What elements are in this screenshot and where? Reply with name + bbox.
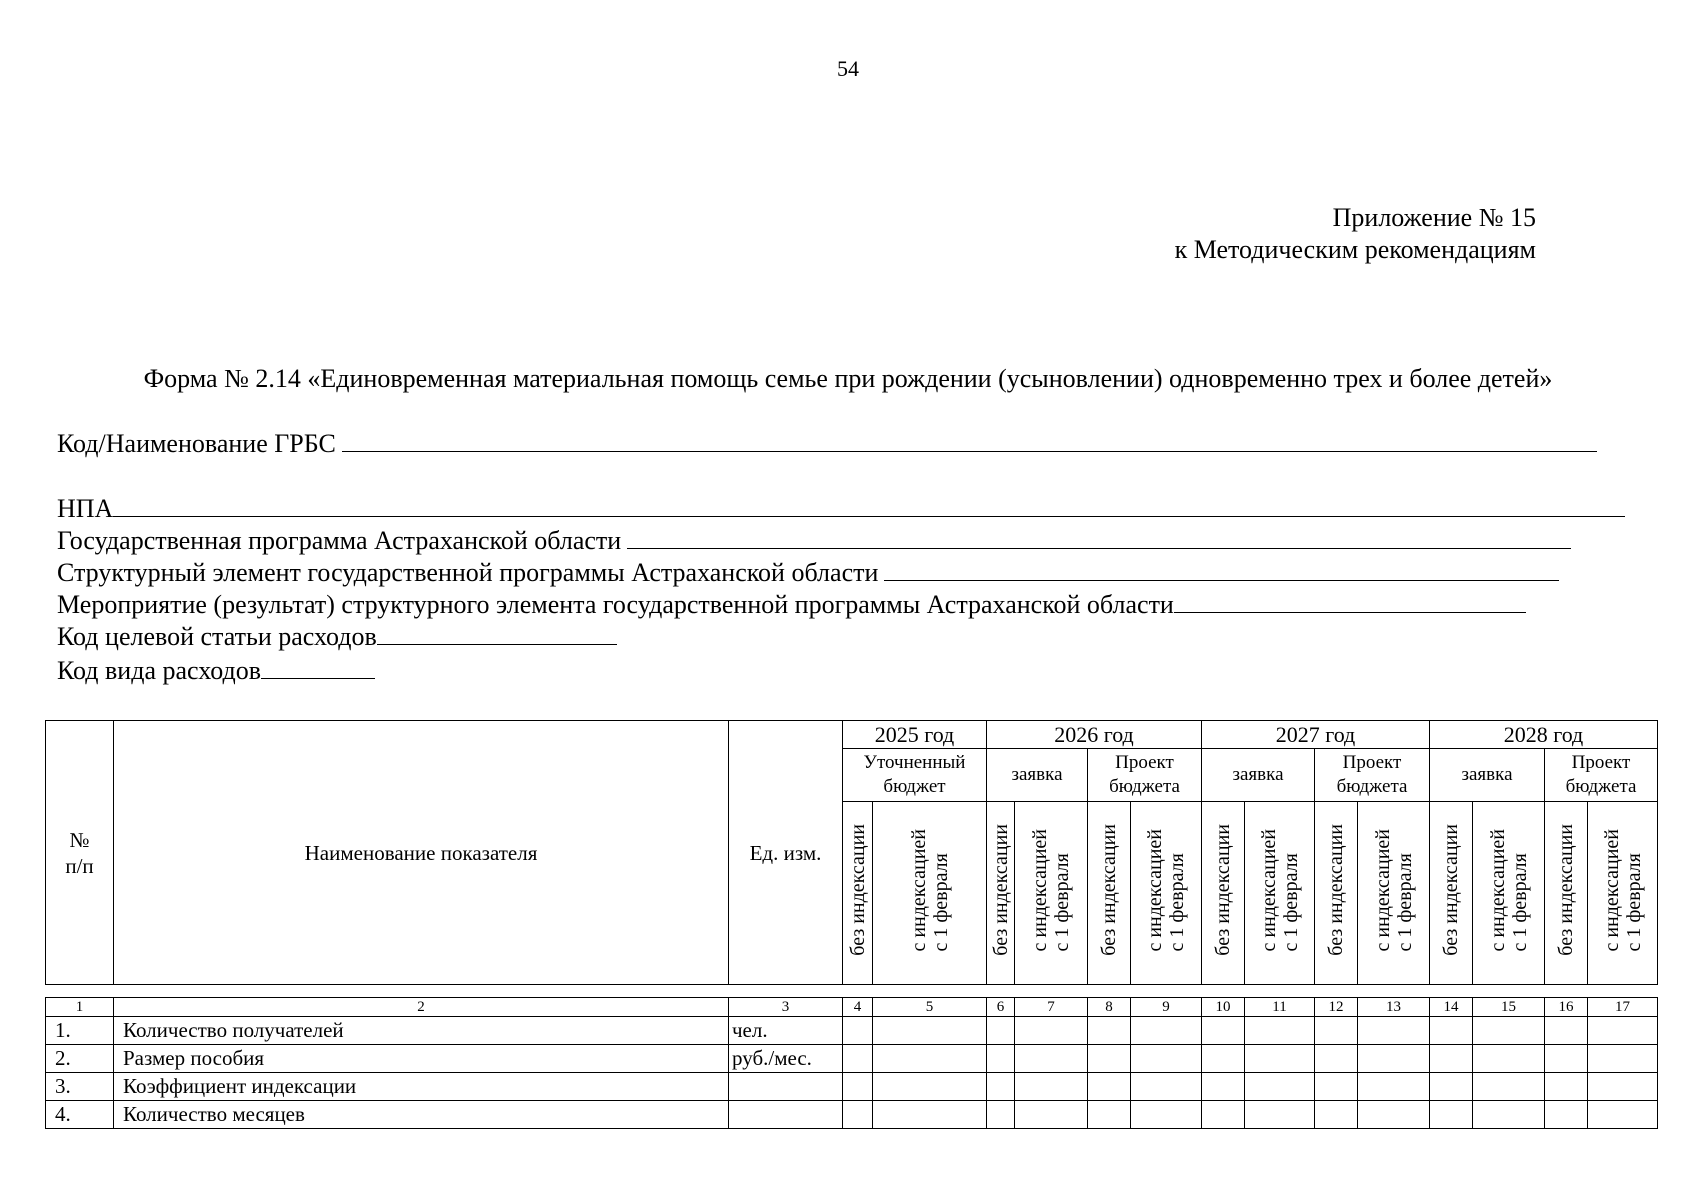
no-index-header: без индексации bbox=[987, 802, 1015, 985]
sub-project: Проект бюджета bbox=[1088, 749, 1202, 802]
value-cell[interactable] bbox=[1015, 1101, 1088, 1129]
column-number: 7 bbox=[1015, 998, 1088, 1017]
with-index-header: с индексацией с 1 февраля bbox=[1245, 802, 1315, 985]
value-cell[interactable] bbox=[873, 1045, 987, 1073]
data-rows bbox=[46, 1017, 1658, 1129]
sub-refined-budget: Уточненный бюджет bbox=[843, 749, 987, 802]
column-number: 2 bbox=[114, 998, 729, 1017]
value-cell[interactable] bbox=[1430, 1017, 1473, 1045]
value-cell[interactable] bbox=[843, 1101, 873, 1129]
year-2026: 2026 год bbox=[987, 721, 1202, 749]
event-blank[interactable] bbox=[1174, 590, 1526, 613]
sub-request: заявка bbox=[1202, 749, 1315, 802]
row-indicator-name: Количество получателей bbox=[114, 1017, 729, 1045]
row-unit: руб./мес. bbox=[729, 1045, 843, 1073]
year-2025: 2025 год bbox=[843, 721, 987, 749]
value-cell[interactable] bbox=[1430, 1045, 1473, 1073]
value-cell[interactable] bbox=[1358, 1017, 1430, 1045]
kvr-field bbox=[57, 656, 375, 686]
column-number: 14 bbox=[1430, 998, 1473, 1017]
column-number: 17 bbox=[1588, 998, 1658, 1017]
value-cell[interactable] bbox=[1245, 1101, 1315, 1129]
value-cell[interactable] bbox=[1088, 1045, 1131, 1073]
row-number: 4. bbox=[46, 1101, 114, 1129]
value-cell[interactable] bbox=[1315, 1101, 1358, 1129]
column-number: 9 bbox=[1131, 998, 1202, 1017]
value-cell[interactable] bbox=[843, 1017, 873, 1045]
table-row bbox=[46, 1101, 1658, 1129]
table-row bbox=[46, 1045, 1658, 1073]
value-cell[interactable] bbox=[1430, 1101, 1473, 1129]
value-cell[interactable] bbox=[1545, 1073, 1588, 1101]
value-cell[interactable] bbox=[987, 1101, 1015, 1129]
value-cell[interactable] bbox=[1588, 1045, 1658, 1073]
table-header bbox=[45, 720, 1658, 985]
year-2028: 2028 год bbox=[1430, 721, 1658, 749]
with-index-header: с индексацией с 1 февраля bbox=[1473, 802, 1545, 985]
col-num-header: № п/п bbox=[46, 721, 114, 985]
column-number: 8 bbox=[1088, 998, 1131, 1017]
column-number: 11 bbox=[1245, 998, 1315, 1017]
value-cell[interactable] bbox=[1245, 1045, 1315, 1073]
structural-label: Структурный элемент государственной программы Астраханской области bbox=[57, 558, 879, 587]
column-number: 10 bbox=[1202, 998, 1245, 1017]
appendix-note bbox=[1175, 202, 1536, 266]
row-number: 3. bbox=[46, 1073, 114, 1101]
row-unit bbox=[729, 1073, 843, 1101]
year-2027: 2027 год bbox=[1202, 721, 1430, 749]
no-index-header: без индексации bbox=[843, 802, 873, 985]
value-cell[interactable] bbox=[987, 1073, 1015, 1101]
value-cell[interactable] bbox=[1588, 1073, 1658, 1101]
value-cell[interactable] bbox=[843, 1045, 873, 1073]
col-unit-header: Ед. изм. bbox=[729, 721, 843, 985]
value-cell[interactable] bbox=[1315, 1017, 1358, 1045]
value-cell[interactable] bbox=[987, 1017, 1015, 1045]
no-index-header: без индексации bbox=[1315, 802, 1358, 985]
structural-field bbox=[57, 558, 1559, 588]
grbs-label: Код/Наименование ГРБС bbox=[57, 429, 336, 458]
value-cell[interactable] bbox=[1430, 1073, 1473, 1101]
no-index-header: без индексации bbox=[1088, 802, 1131, 985]
column-number: 4 bbox=[843, 998, 873, 1017]
value-cell[interactable] bbox=[1202, 1073, 1245, 1101]
kcsr-label: Код целевой статьи расходов bbox=[57, 622, 377, 651]
program-field bbox=[57, 526, 1571, 556]
table-body bbox=[45, 997, 1658, 1129]
grbs-field bbox=[57, 429, 1597, 459]
sub-project: Проект бюджета bbox=[1315, 749, 1430, 802]
value-cell[interactable] bbox=[1315, 1073, 1358, 1101]
value-cell[interactable] bbox=[1358, 1073, 1430, 1101]
column-number: 3 bbox=[729, 998, 843, 1017]
with-index-header: с индексацией с 1 февраля bbox=[1015, 802, 1088, 985]
value-cell[interactable] bbox=[1245, 1017, 1315, 1045]
appendix-line-2: к Методическим рекомендациям bbox=[1174, 235, 1536, 264]
value-cell[interactable] bbox=[1473, 1101, 1545, 1129]
with-index-header: с индексацией с 1 февраля bbox=[1131, 802, 1202, 985]
event-field bbox=[57, 590, 1526, 620]
column-number: 15 bbox=[1473, 998, 1545, 1017]
no-index-header: без индексации bbox=[1430, 802, 1473, 985]
column-number: 6 bbox=[987, 998, 1015, 1017]
row-unit: чел. bbox=[729, 1017, 843, 1045]
value-cell[interactable] bbox=[1545, 1045, 1588, 1073]
event-label: Мероприятие (результат) структурного элемента государственной программы Астраханской области bbox=[57, 590, 1174, 619]
kcsr-field bbox=[57, 622, 617, 652]
value-cell[interactable] bbox=[1131, 1073, 1202, 1101]
with-index-header: с индексацией с 1 февраля bbox=[1358, 802, 1430, 985]
value-cell[interactable] bbox=[1088, 1073, 1131, 1101]
value-cell[interactable] bbox=[1202, 1101, 1245, 1129]
sub-project: Проект бюджета bbox=[1545, 749, 1658, 802]
grbs-blank[interactable] bbox=[342, 429, 1597, 452]
row-indicator-name: Количество месяцев bbox=[114, 1101, 729, 1129]
value-cell[interactable] bbox=[1015, 1073, 1088, 1101]
value-cell[interactable] bbox=[1088, 1017, 1131, 1045]
value-cell[interactable] bbox=[873, 1101, 987, 1129]
value-cell[interactable] bbox=[1088, 1101, 1131, 1129]
no-index-header: без индексации bbox=[1545, 802, 1588, 985]
value-cell[interactable] bbox=[1588, 1101, 1658, 1129]
col-name-header: Наименование показателя bbox=[114, 721, 729, 985]
value-cell[interactable] bbox=[1473, 1073, 1545, 1101]
with-index-header: с индексацией с 1 февраля bbox=[1588, 802, 1658, 985]
value-cell[interactable] bbox=[1545, 1017, 1588, 1045]
row-indicator-name: Размер пособия bbox=[114, 1045, 729, 1073]
column-number: 1 bbox=[46, 998, 114, 1017]
column-number: 13 bbox=[1358, 998, 1430, 1017]
row-number: 1. bbox=[46, 1017, 114, 1045]
row-indicator-name: Коэффициент индексации bbox=[114, 1073, 729, 1101]
column-number: 16 bbox=[1545, 998, 1588, 1017]
value-cell[interactable] bbox=[1131, 1101, 1202, 1129]
value-cell[interactable] bbox=[1202, 1045, 1245, 1073]
kvr-label: Код вида расходов bbox=[57, 656, 261, 685]
kcsr-blank[interactable] bbox=[377, 622, 617, 645]
value-cell[interactable] bbox=[1015, 1045, 1088, 1073]
value-cell[interactable] bbox=[1015, 1017, 1088, 1045]
form-title: Форма № 2.14 «Единовременная материальная помощь семье при рождении (усыновлении) одновременно трех и более детей» bbox=[143, 364, 1553, 393]
value-cell[interactable] bbox=[873, 1073, 987, 1101]
row-number: 2. bbox=[46, 1045, 114, 1073]
value-cell[interactable] bbox=[1315, 1045, 1358, 1073]
column-number-row bbox=[46, 998, 1658, 1017]
sub-request: заявка bbox=[1430, 749, 1545, 802]
npa-label: НПА bbox=[57, 494, 114, 523]
value-cell[interactable] bbox=[987, 1045, 1015, 1073]
value-cell[interactable] bbox=[1202, 1017, 1245, 1045]
kvr-blank[interactable] bbox=[261, 656, 375, 679]
npa-blank[interactable] bbox=[113, 494, 1625, 517]
with-index-header: с индексацией с 1 февраля bbox=[873, 802, 987, 985]
row-unit bbox=[729, 1101, 843, 1129]
value-cell[interactable] bbox=[1245, 1073, 1315, 1101]
column-number: 12 bbox=[1315, 998, 1358, 1017]
value-cell[interactable] bbox=[873, 1017, 987, 1045]
program-blank[interactable] bbox=[627, 526, 1571, 549]
appendix-line-1: Приложение № 15 bbox=[1332, 203, 1536, 232]
value-cell[interactable] bbox=[1473, 1045, 1545, 1073]
no-index-header: без индексации bbox=[1202, 802, 1245, 985]
value-cell[interactable] bbox=[1588, 1017, 1658, 1045]
value-cell[interactable] bbox=[1473, 1017, 1545, 1045]
sub-request: заявка bbox=[987, 749, 1088, 802]
table-row bbox=[46, 1073, 1658, 1101]
value-cell[interactable] bbox=[1358, 1101, 1430, 1129]
program-label: Государственная программа Астраханской области bbox=[57, 526, 622, 555]
value-cell[interactable] bbox=[1358, 1045, 1430, 1073]
value-cell[interactable] bbox=[1131, 1017, 1202, 1045]
value-cell[interactable] bbox=[843, 1073, 873, 1101]
page-number: 54 bbox=[837, 56, 859, 81]
value-cell[interactable] bbox=[1545, 1101, 1588, 1129]
value-cell[interactable] bbox=[1131, 1045, 1202, 1073]
table-row bbox=[46, 1017, 1658, 1045]
structural-blank[interactable] bbox=[884, 558, 1559, 581]
column-number: 5 bbox=[873, 998, 987, 1017]
npa-field bbox=[57, 494, 1625, 524]
